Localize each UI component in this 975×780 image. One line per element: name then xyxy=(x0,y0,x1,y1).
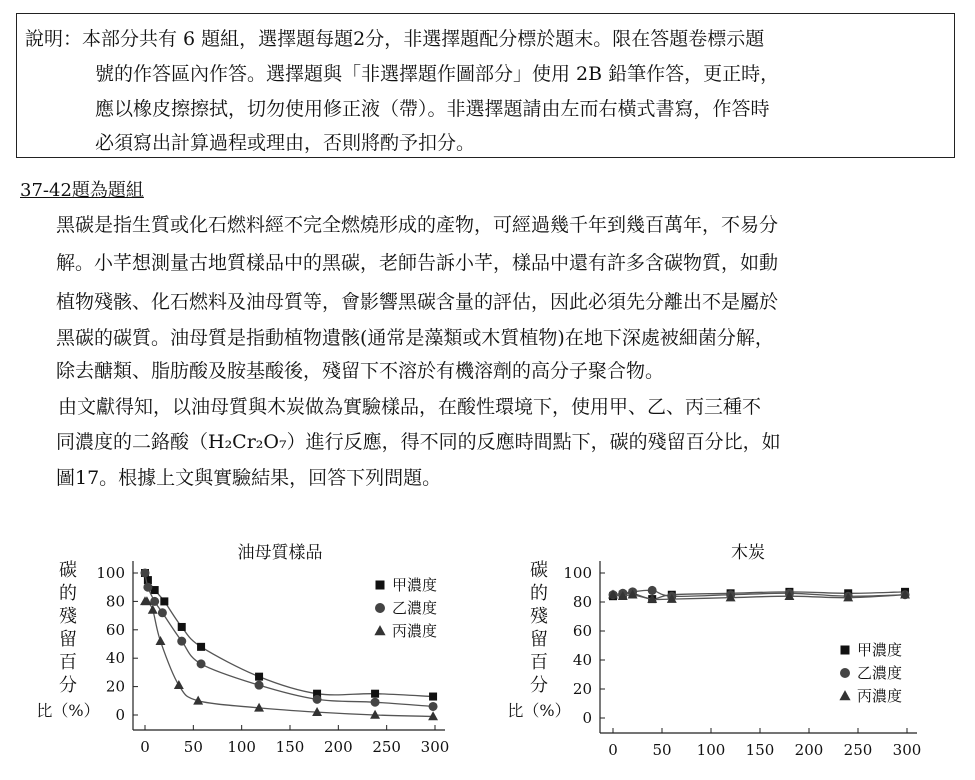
data-point xyxy=(197,659,206,668)
y-axis-label-char: 留 xyxy=(59,629,77,650)
y-tick-label: 60 xyxy=(105,620,125,639)
y-tick-label: 20 xyxy=(105,677,125,696)
passage-line-6: 由文獻得知，以油母質與木炭做為實驗樣品，在酸性環境下，使用甲、乙、丙三種不 xyxy=(58,396,762,418)
data-point xyxy=(158,608,167,617)
data-point xyxy=(174,680,184,689)
instructions-line-1: 說明：本部分共有 6 題組，選擇題每題2分，非選擇題配分標於題末。限在答題卷標示題 xyxy=(25,28,765,50)
instructions-box xyxy=(16,13,955,158)
series-line xyxy=(145,601,433,717)
legend-marker xyxy=(375,603,385,613)
passage-line-8: 圖17。根據上文與實驗結果，回答下列問題。 xyxy=(56,467,442,489)
series-line xyxy=(613,595,905,600)
data-point xyxy=(141,569,150,578)
y-axis-label-char: 的 xyxy=(530,583,548,604)
instructions-line-4: 必須寫出計算過程或理由，否則將酌予扣分。 xyxy=(95,132,476,154)
y-tick-label: 100 xyxy=(563,564,592,582)
passage-line-5: 除去醣類、脂肪酸及胺基酸後，殘留下不溶於有機溶劑的高分子聚合物。 xyxy=(56,360,665,382)
data-point xyxy=(143,583,152,592)
passage-line-4: 黑碳的碳質。油母質是指動植物遺骸(通常是藻類或木質植物)在地下深處被細菌分解， xyxy=(56,327,774,349)
data-point xyxy=(177,637,186,646)
charcoal-chart xyxy=(507,540,935,779)
instructions-line-2: 號的作答區內作答。選擇題與「非選擇題作圖部分」使用 2B 鉛筆作答，更正時， xyxy=(95,63,780,85)
data-point xyxy=(197,643,205,651)
y-axis-label-char: 分 xyxy=(530,675,548,696)
y-axis-label-char: 殘 xyxy=(59,606,77,627)
data-point xyxy=(371,690,379,698)
data-point xyxy=(429,702,438,711)
legend-marker xyxy=(839,690,850,700)
y-tick-label: 0 xyxy=(115,706,125,724)
x-tick-label: 0 xyxy=(140,738,150,756)
data-point xyxy=(156,636,166,645)
passage-line-2: 解。小芊想測量古地質樣品中的黑碳，老師告訴小芊，樣品中還有許多含碳物質，如動 xyxy=(56,252,779,274)
data-point xyxy=(255,673,263,681)
y-tick-label: 100 xyxy=(96,564,125,582)
y-tick-label: 60 xyxy=(572,622,592,640)
legend-label: 乙濃度 xyxy=(857,664,903,682)
chart-title: 木炭 xyxy=(731,543,765,563)
data-point xyxy=(255,681,264,690)
y-axis-label-char: 百 xyxy=(59,652,77,673)
legend-label: 丙濃度 xyxy=(857,687,903,705)
series-line xyxy=(145,573,433,706)
legend-label: 甲濃度 xyxy=(857,641,903,659)
legend-marker xyxy=(840,668,850,678)
instructions-line-3: 應以橡皮擦擦拭，切勿使用修正液（帶）。非選擇題請由左而右橫式書寫，作答時 xyxy=(95,98,770,120)
legend-label: 乙濃度 xyxy=(392,599,438,617)
y-tick-label: 20 xyxy=(572,680,592,698)
question-group-title: 37-42題為題組 xyxy=(20,180,144,201)
data-point xyxy=(429,693,437,701)
chart-title: 油母質樣品 xyxy=(237,543,323,563)
x-tick-label: 100 xyxy=(227,738,256,756)
x-tick-label: 200 xyxy=(794,741,824,759)
x-tick-label: 250 xyxy=(843,741,873,759)
legend-label: 甲濃度 xyxy=(392,576,438,594)
y-axis-label-char: 留 xyxy=(530,629,548,650)
y-axis-label-char: 百 xyxy=(530,652,548,673)
y-axis-label-char: 碳 xyxy=(59,560,77,581)
y-tick-label: 40 xyxy=(572,651,592,669)
y-tick-label: 0 xyxy=(582,709,592,727)
y-axis-label-char: 分 xyxy=(59,675,77,696)
series-line xyxy=(145,573,433,697)
y-tick-label: 40 xyxy=(105,649,125,668)
y-axis-label-char: 碳 xyxy=(530,560,548,581)
data-point xyxy=(160,597,168,605)
y-axis-label-char: 的 xyxy=(59,583,77,604)
legend-label: 丙濃度 xyxy=(392,622,438,640)
legend-marker xyxy=(376,581,385,590)
y-axis-label-unit: 比（%） xyxy=(507,701,571,720)
kerogen-chart-svg xyxy=(36,540,470,775)
passage-line-3: 植物殘骸、化石燃料及油母質等，會影響黑碳含量的評估，因此必須先分離出不是屬於 xyxy=(56,291,779,313)
data-point xyxy=(148,605,158,614)
y-axis-label-char: 殘 xyxy=(530,606,548,627)
passage-line-7: 同濃度的二鉻酸（H₂Cr₂O₇）進行反應，得不同的反應時間點下，碳的殘留百分比，如 xyxy=(56,431,781,453)
y-tick-label: 80 xyxy=(572,593,592,611)
x-tick-label: 0 xyxy=(608,741,618,759)
y-axis-label-unit: 比（%） xyxy=(36,701,100,720)
passage-line-1: 黑碳是指生質或化石燃料經不完全燃燒形成的產物，可經過幾千年到幾百萬年，不易分 xyxy=(56,214,779,236)
x-tick-label: 50 xyxy=(652,741,672,759)
x-tick-label: 300 xyxy=(420,738,450,756)
x-tick-label: 150 xyxy=(745,741,775,759)
x-tick-label: 50 xyxy=(183,738,203,756)
data-point xyxy=(371,698,380,707)
legend-marker xyxy=(841,646,850,655)
x-tick-label: 250 xyxy=(372,738,401,756)
x-tick-label: 300 xyxy=(892,741,922,759)
x-tick-label: 150 xyxy=(275,738,305,756)
charcoal-chart-svg xyxy=(507,540,935,775)
data-point xyxy=(178,623,186,631)
data-point xyxy=(313,695,322,704)
x-tick-label: 100 xyxy=(696,741,726,759)
x-tick-label: 200 xyxy=(324,738,353,756)
series-line xyxy=(613,592,905,599)
kerogen-chart xyxy=(36,540,470,779)
data-point xyxy=(648,586,657,595)
y-tick-label: 80 xyxy=(105,592,125,611)
legend-marker xyxy=(374,625,385,635)
